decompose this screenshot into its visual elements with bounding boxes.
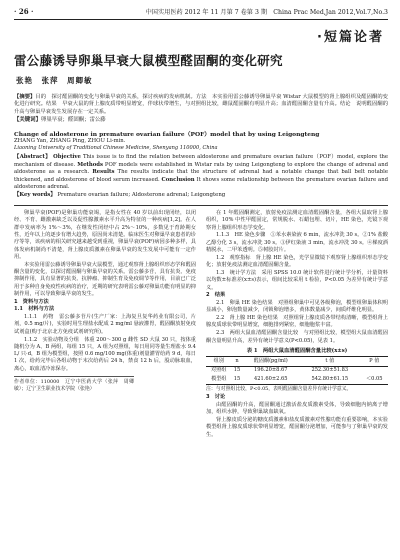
table-cell: 252.30±51.83 (311, 367, 349, 374)
page-number: · 26 · (14, 6, 34, 16)
paragraph-discussion-2: 肾上腺皮质分泌的糖皮质激素和盐皮质激素对性腺功能有重要影响，本实验模型组肾上腺皮质球状带明显增宽，醛固酮分泌增加，可能参与了卵巢早衰的发生。 (206, 417, 388, 438)
paragraph-measurement: 在 1 年醛固酮测定，放射免疫法测定血清醛固酮含量，各组大鼠取肾上腺组织，10% 中性甲醛固定，常规脱水、石蜡包埋、切片，HE 染色，光镜下观察肾上腺组织形态学变化。 (206, 210, 388, 231)
heading-discussion: 3 讨论 (206, 394, 226, 401)
table-cell: 196.20±8.67 (254, 367, 288, 374)
footnote-text: 作者单位：110000 辽宁中医药大学（张萍 周卿敏）；辽宁卫生职业技术学院（张艳） (14, 379, 134, 392)
paragraph-drugs: 1.1.1 药物 雷公藤多苷片(生产厂家：上海复旦复华药业有限公司，片剂，0.5 mg/片)，实验时用生理盐水配成 2 mg/ml 悬液灌胃，醛固酮放射免疫试剂盒(购于北京北方免疫试剂研究所)。 (14, 314, 196, 335)
chinese-keywords (14, 117, 388, 125)
right-column (206, 210, 388, 439)
table-header-cell: P 值 (360, 357, 388, 366)
intro-paragraph-1: 卵巢早衰(POF)是卵巢功能衰竭，是指女性在 40 岁以前出现闭经，以闭经、不育、雌激素缺乏以及促性腺激素水平升高为特征的一种疾病[1,2]。在人群中发病率为 1%～3%，在继发性闭经中占 2%～10%，多数见于育龄期女性，近年以上的逐步有增大趋势，原因尚未清楚。临床医生对卵巢早衰患者的诊疗等等，该疾病的相关研究越来越受到重视，卵巢早衰(POF)病因多种多样，具体发病机制尚不清楚，肾上腺皮质激素在卵巢早衰的发生发展中可能有一定作用。 (14, 210, 196, 260)
en-methods-text: POF models were established in Wistar rats by using Leigongteng to explore the change of adrenal and aldosterone as a research. (14, 161, 388, 176)
en-results-label: Results (92, 169, 115, 176)
keywords-label: 【关键词】 (14, 117, 41, 124)
table-row (206, 366, 388, 375)
article-authors: 张艳 张萍 周卿敏 (16, 76, 93, 85)
journal-citation: 中国实用医药 2012 年 11 月第 7 卷第 3 期 China Prac Med,Jan 2012,Vol.7,No.3 (145, 8, 388, 16)
running-header (14, 4, 388, 18)
english-keywords (14, 192, 388, 200)
table-header-row (206, 357, 388, 366)
table-row (206, 375, 388, 384)
paragraph-indicators: 1.2 观察指标 肾上腺 HE 染色，光学显微镜下观察肾上腺组织形态学变化；放射免疫法测定血清醛固酮含量。 (206, 254, 388, 269)
results-table (206, 356, 388, 384)
table-note: 注：与对照组比较，P<0.05，表明醛固酮含量差异有统计学意义。 (206, 385, 352, 392)
abstract-divider (14, 205, 388, 206)
en-methods-label: Methods (77, 161, 103, 168)
en-objective-label: 【Abstract】 Objective (14, 154, 81, 161)
en-objective-text: This issue is to find the relation between aldosterone and premature ovarian failure（POF）model, explore the mechanism of disease. (14, 154, 388, 168)
paragraph-animals: 1.1.2 实验动物及分组 体重 200～300 g 雌性 SD 大鼠 30 只，按体重随机分为 A、B 两组，每组 15 只，A 组为对照组，每日用同等量生理盐水 9.4 L/ 只·d，B 组为模型组，按照 0.6 mg/100 mg(体重)剂量灌胃给药 9 d，每日 1 次，给药完毕后各组动物于末次给药后 24 h，禁食 12 h 后，股动脉取血，离心，取血清冷冻保存。 (14, 336, 196, 372)
paragraph-result-adrenal: 2.2 肾上腺 HE 染色结果 对照组肾上腺皮质各带结构清晰，模型组肾上腺皮质球状带明显增宽，细胞排列紧密，细胞胞浆丰富。 (206, 315, 388, 329)
heading-materials: 1.1 材料与方法 (14, 306, 55, 313)
en-keywords-text: Premature ovarian failure; Aldosterone adrenal; Leigongteng (57, 192, 226, 199)
section-tag-label: 短篇论著 (323, 30, 384, 45)
english-affiliation: Liaoning University of Traditional Chinese Medicine, Shenyang 110000, China (14, 145, 218, 152)
table-header-cell: n (232, 357, 243, 366)
en-conclusion-text: It shows some relationship between the premature ovarian failure and aldosterone adrenal. (14, 176, 388, 191)
paragraph-result-ovary: 2.1 卵巢 HE 染色结果 对照组卵巢中可见各级卵泡，模型组卵巢体积明显减小，卵泡数量减少，闭锁卵泡增多，黄体数量减少，间质纤维化明显。 (206, 300, 388, 314)
table-cell: 542.80±61.15 (299, 375, 360, 384)
heading-results: 2 结果 (206, 292, 226, 299)
paragraph-discussion-1: 由醛固酮的升高，醛固酮通过激活盐皮质激素受体，导致细胞内钠离子增加，组织水肿，导致卵巢缺血缺氧。 (206, 402, 388, 416)
left-column (14, 210, 196, 439)
table-caption: 表 1 两组大鼠血清醛固酮含量比较(x±s) (246, 347, 348, 354)
en-results-text: The results indicate that the structure of adrenal had a notable change that ball belt notable thickened, and aldosterone of blood serum increased. (14, 169, 388, 183)
article-title: 雷公藤诱导卵巢早衰大鼠模型醛固酮的变化研究 (14, 53, 283, 68)
table-cell: 15 (233, 367, 241, 374)
abstract-label: 【摘要】 (14, 94, 36, 100)
section-tag-dot: · (317, 30, 324, 45)
table-cell: 15 (232, 375, 243, 384)
paragraph-statistics: 1.3 统计学方法 采用 SPSS 10.0 统计软件进行统计学分析，计量资料以均数±标准差(x±s)表示，组间比较采用 t 检验，P<0.05 为差异有统计学意义。 (206, 269, 388, 291)
abstract-text: 目的 探讨醛固酮的变化与卵巢早衰的关系，探讨疾病的发病机制。方法 本实验用雷公藤诱导卵巢早衰 Wistar 大鼠模型的肾上腺组织及醛固酮的变化进行研究。结果 早衰大鼠的肾上腺皮质带明显增宽，伴球状带增生，与对照组比较，雌鼠醛固酮有明显升高；血清醛固酮含量有升高。结论 说明醛固酮的升高与卵巢早衰发生发展存在一定关系。 (14, 94, 388, 115)
keywords-text: 卵巢早衰；醛固酮；雷公藤 (40, 117, 106, 124)
header-rule (14, 19, 388, 20)
intro-paragraph-2: 本实验用雷公藤诱导卵巢早衰大鼠模型，通过观察肾上腺组织形态学和醛固酮含量的变化，以探讨醛固酮与卵巢早衰的关系。雷公藤多苷，具有抗炎、免疫抑制作用，具有显著的抗炎、抗肿瘤、抑制生育及免疫调节等作用，目前已广泛用于多种自身免疫性疾病的治疗，近期的研究表明雷公藤对卵巢功能有明显的抑制作用，可以导致卵巢早衰的发生。 (14, 261, 196, 297)
en-keywords-label: 【Key words】 (14, 192, 56, 199)
table-cell: 421.60±2.65 (242, 375, 299, 384)
section-tag (14, 26, 384, 45)
en-conclusion-label: Conclusion (161, 176, 195, 183)
journal-page (14, 4, 388, 556)
english-abstract (14, 154, 388, 191)
chinese-abstract (14, 94, 388, 116)
heading-materials-methods: 1 资料与方法 (14, 298, 49, 305)
table-header-cell: 醛固酮(pg/ml) (242, 357, 299, 366)
table-cell: 模型组 (206, 375, 232, 384)
english-title: Change of aldosterone in premature ovarian failure（POF）model that by using Leigongteng (14, 130, 320, 138)
table-header-cell: 组别 (206, 357, 232, 366)
body-columns (14, 210, 388, 439)
paragraph-he-steps: 1.1.3 HE 染色步骤 ①苯水素染液 6 min，流水冲洗 30 s。②1% 盐酸乙醇分化 3 s，流水冲洗 30 s。③伊红染液 3 min，流水冲洗 30 s。④梯度酒精脱水，二甲苯透明。⑤树胶封片。 (206, 232, 388, 254)
author-footnote (14, 376, 134, 392)
table-cell (360, 366, 388, 375)
paragraph-result-aldosterone: 2.3 两组大鼠血清醛固酮含量比较 与对照组比较，模型组大鼠血清醛固酮含量明显升高，差异有统计学意义(P<0.05)，见表 1。 (206, 330, 388, 344)
table-cell: ＜0.05 (360, 375, 388, 384)
table-header-cell: t 值 (299, 357, 360, 366)
table-cell: 对照组 (211, 367, 227, 374)
english-authors: ZHANG Yan, ZHANG Ping, ZHOU Li-min. (14, 138, 126, 145)
